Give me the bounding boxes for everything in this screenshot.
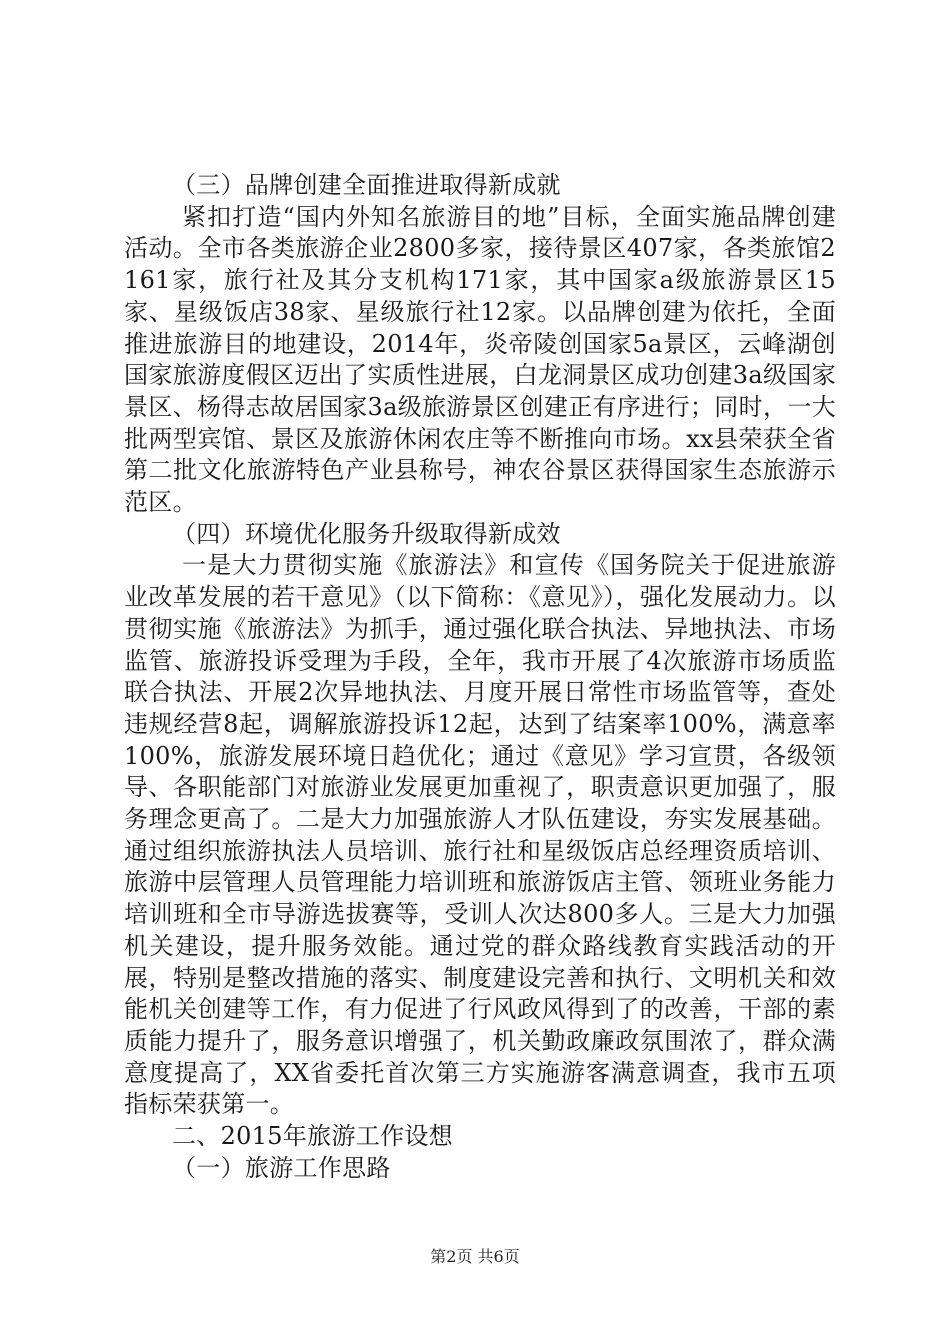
section-heading-2015-plan: 二、2015年旅游工作设想	[172, 1122, 453, 1151]
page-number-footer: 第2页 共6页	[430, 1247, 520, 1266]
paragraph-brand: 紧扣打造“国内外知名旅游目的地”目标，全面实施品牌创建活动。全市各类旅游企业2800多家，接待景区407家，各类旅馆2161家，旅行社及其分支机构171家，其中国家a级旅游景区15家、星级饭店38家、星级旅行社12家。以品牌创建为依托，全面推进旅游目的地建设，2014年，炎帝陵创国家5a景区，云峰湖创国家旅游度假区迈出了实质性进展，白龙洞景区成功创建3a级国家景区、杨得志故居国家3a级旅游景区创建正有序进行；同时，一大批两型宾馆、景区及旅游休闲农庄等不断推向市场。xx县荣获全省第二批文化旅游特色产业县称号，神农谷景区获得国家生态旅游示范区。	[124, 202, 836, 517]
section-heading-work-ideas: （一）旅游工作思路	[172, 1153, 391, 1182]
section-heading-environment: （四）环境优化服务升级取得新成效	[172, 519, 561, 548]
section-heading-brand: （三）品牌创建全面推进取得新成就	[172, 171, 561, 199]
paragraph-environment: 一是大力贯彻实施《旅游法》和宣传《国务院关于促进旅游业改革发展的若干意见》（以下简称：《意见》），强化发展动力。以贯彻实施《旅游法》为抓手，通过强化联合执法、异地执法、市场监管、旅游投诉受理为手段，全年，我市开展了4次旅游市场质监联合执法、开展2次异地执法、月度开展日常性市场监管等，查处违规经营8起，调解旅游投诉12起，达到了结案率100%，满意率100%，旅游发展环境日趋优化；通过《意见》学习宣贯，各级领导、各职能部门对旅游业发展更加重视了，职责意识更加强了，服务理念更高了。二是大力加强旅游人才队伍建设，夯实发展基础。通过组织旅游执法人员培训、旅行社和星级饭店总经理资质培训、旅游中层管理人员管理能力培训班和旅游饭店主管、领班业务能力培训班和全市导游选拔赛等，受训人次达800多人。三是大力加强机关建设，提升服务效能。通过党的群众路线教育实践活动的开展，特别是整改措施的落实、制度建设完善和执行、文明机关和效能机关创建等工作，有力促进了行风政风得到了的改善，干部的素质能力提升了，服务意识增强了，机关勤政廉政氛围浓了，群众满意度提高了，XX省委托首次第三方实施游客满意调查，我市五项指标荣获第一。	[124, 551, 836, 1119]
document-body	[124, 170, 836, 1185]
